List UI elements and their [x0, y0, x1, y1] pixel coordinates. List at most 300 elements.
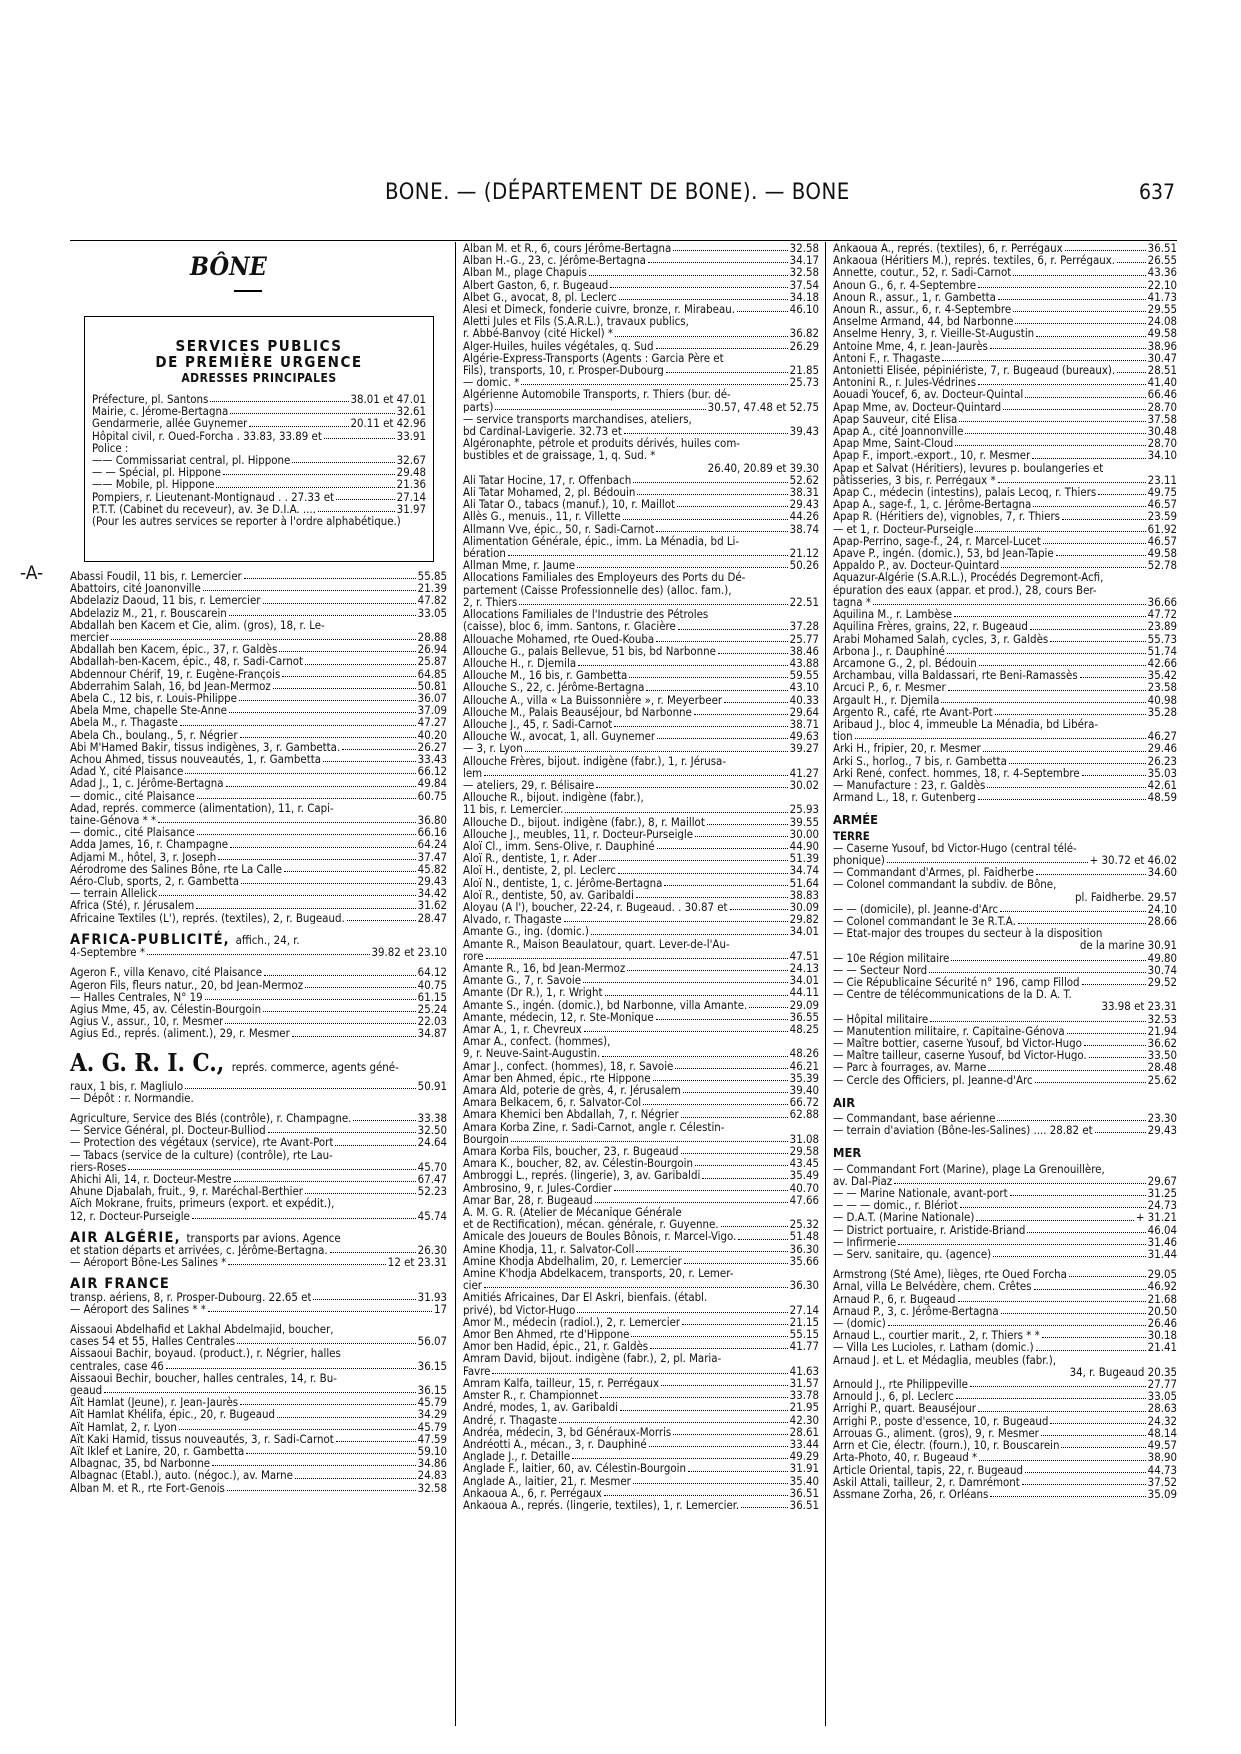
entry-name: — domic., cité Plaisance [70, 789, 195, 802]
directory-entry [70, 570, 447, 582]
directory-entry [833, 657, 1177, 669]
directory-entry [463, 986, 819, 998]
directory-entry [463, 901, 819, 913]
entry-line: Aissaoui Bachir, boyaud. (product.), r. Négrier, halles [70, 1346, 341, 1361]
leader-dots [1061, 1447, 1145, 1448]
entry-name: Arki S., horlog., 7 bis, r. Gambetta [833, 754, 1007, 767]
directory-entry [70, 1396, 447, 1408]
entry-phone: 28.70 [1147, 436, 1177, 451]
entry-name: Anglade A., laitier, 21, r. Mesmer [463, 1474, 631, 1487]
directory-entry [833, 1293, 1177, 1305]
service-name: Pompiers, r. Lieutenant-Montignaud . . 27.33 et [92, 490, 335, 503]
entry-phone: 59.10 [417, 1444, 447, 1458]
directory-entry [463, 279, 819, 291]
entry-line: Apap et Salvat (Héritiers), levures p. boulangeries et [833, 460, 1104, 475]
leader-dots [888, 1325, 1146, 1326]
box-heading-3: ADRESSES PRINCIPALES [181, 371, 337, 385]
entry-phone: 31.62 [417, 898, 447, 913]
entry-phone: 34.18 [789, 289, 819, 304]
entry-name: Abdennour Chérif, 19, r. Eugène-François [70, 667, 281, 680]
leader-dots [591, 934, 788, 935]
directory-entry [833, 767, 1177, 779]
entry-phone: 29.43 [1147, 1123, 1177, 1138]
entry-continuation: pl. Faidherbe. 29.57 [1074, 889, 1177, 904]
entry-phone: 51.74 [1147, 643, 1177, 658]
leader-dots [525, 751, 788, 752]
entry-name: Amor Ben Ahmed, rte d'Hippone [463, 1328, 630, 1341]
entry-name: Arrn et Cie, électr. (fourn.), 10, r. Bouscarein [833, 1439, 1060, 1452]
directory-entry [463, 828, 819, 840]
directory-entry [833, 242, 1177, 254]
display-entry-name: AFRICA-PUBLICITÉ, [70, 931, 230, 948]
leader-dots [323, 761, 416, 762]
leader-dots [990, 348, 1146, 349]
display-entry-heading [70, 1047, 447, 1080]
entry-phone: 35.28 [1147, 704, 1177, 719]
entry-name: — Serv. sanitaire, qu. (agence) [833, 1248, 992, 1261]
entry-name: Apap A., sage-f., 1, c. Jérôme-Bertagna [833, 498, 1032, 511]
leader-dots [1089, 1057, 1146, 1058]
entry-name: Amara K., boucher, 82, av. Célestin-Bourgoin [463, 1157, 693, 1170]
leader-dots [656, 641, 787, 642]
leader-dots [615, 336, 788, 337]
leader-dots [979, 1460, 1146, 1461]
directory-entry [463, 1182, 819, 1194]
directory-entry [833, 964, 1177, 976]
entry-phone: 40.33 [789, 692, 819, 707]
leader-dots [1067, 1033, 1146, 1034]
leader-dots [610, 287, 787, 288]
entry-name: Abela C., 12 bis, r. Louis-Philippe [70, 692, 237, 705]
leader-dots [721, 1226, 788, 1227]
section-heading: ARMÉE [833, 813, 878, 829]
entry-phone: 26.23 [1147, 753, 1177, 768]
entry-phone: 45.74 [417, 1208, 447, 1223]
entry-name: — District portuaire, r. Aristide-Briand [833, 1223, 1026, 1236]
directory-entry [833, 388, 1177, 400]
leader-dots [978, 384, 1146, 385]
entry-name: Allmann Vve, épic., 50, r. Sadi-Carnot [463, 522, 655, 535]
leader-dots [1035, 1082, 1146, 1083]
entry-phone: 44.11 [789, 985, 819, 1000]
entry-phone: 30.74 [1147, 962, 1177, 977]
directory-entry [463, 1145, 819, 1157]
entry-phone: 62.88 [789, 1107, 819, 1122]
leader-dots [492, 1373, 787, 1374]
entry-phone: 66.12 [417, 764, 447, 779]
entry-phone: 38.31 [789, 485, 819, 500]
entry-name: Adad J., 1, c. Jérôme-Bertagna [70, 777, 224, 790]
entry-name: Arcamone G., 2, pl. Bédouin [833, 656, 977, 670]
directory-entry [463, 889, 819, 901]
leader-dots [226, 786, 416, 787]
entry-phone: 24.10 [1147, 901, 1177, 916]
service-entry [92, 478, 426, 490]
service-entry [92, 491, 426, 503]
entry-name: Allouche D., bijout. indigène (fabr.), 8, r. Maillot [463, 815, 705, 828]
directory-entry [833, 1049, 1177, 1061]
entry-phone: 22.51 [789, 594, 819, 609]
leader-dots [749, 1007, 787, 1008]
display-entry-name: AIR FRANCE [70, 1276, 170, 1293]
display-entry-desc: affich., 24, r. [235, 932, 300, 947]
entry-name: Amara Khemici ben Abdallah, 7, r. Négrier [463, 1108, 679, 1121]
leader-dots [604, 1495, 788, 1496]
directory-entry [463, 1060, 819, 1072]
leader-dots [564, 921, 788, 922]
directory-entry [833, 1317, 1177, 1329]
entry-name: Amante, médecin, 12, r. Ste-Monique [463, 1010, 654, 1023]
leader-dots [657, 738, 788, 739]
entry-phone: 31.57 [789, 1375, 819, 1390]
leader-dots [683, 1092, 788, 1093]
entry-name: Anselme Armand, 44, bd Narbonne [833, 315, 1014, 328]
leader-dots [596, 787, 788, 788]
entry-phone: 30.00 [789, 826, 819, 841]
entry-name: Allouche J., meubles, 11, r. Docteur-Purseigle [463, 827, 694, 840]
entry-name: Abela Mme, chapelle Ste-Anne [70, 704, 227, 717]
entry-phone: 35.49 [789, 1168, 819, 1183]
service-name: —— Commissariat central, pl. Hippone [92, 454, 291, 467]
directory-entry [463, 974, 819, 986]
spacer [70, 1104, 447, 1112]
directory-entry [833, 1175, 1177, 1187]
entry-phone: 46.57 [1147, 533, 1177, 548]
leader-dots [1036, 874, 1146, 875]
entry-name: André, r. Thagaste [463, 1413, 557, 1426]
directory-entry [70, 643, 447, 655]
leader-dots [205, 999, 416, 1000]
entry-name: Article Oriental, tapis, 22, r. Bugeaud [833, 1463, 1024, 1476]
entry-phone: 34.42 [417, 886, 447, 901]
entry-phone: 38.71 [789, 716, 819, 731]
column-3 [833, 242, 1177, 1500]
leader-dots [234, 1181, 416, 1182]
leader-dots [988, 1070, 1145, 1071]
entry-name: Arnaud L., courtier marit., 2, r. Thiers * * [833, 1329, 1040, 1342]
leader-dots [292, 1036, 416, 1037]
leader-dots [707, 824, 788, 825]
entry-name: (caisse), bloc 6, imm. Santons, r. Glacière [463, 620, 676, 633]
leader-dots [646, 690, 787, 691]
entry-phone: 35.66 [789, 1253, 819, 1268]
entry-line: Aissaoui Bechir, boucher, halles centrales, 14, r. Bu- [70, 1370, 337, 1385]
entry-name: mercier [70, 631, 110, 644]
directory-entry [463, 510, 819, 522]
directory-entry [70, 594, 447, 606]
service-name: Gendarmerie, allée Guynemer [92, 417, 248, 430]
directory-entry [833, 413, 1177, 425]
leader-dots [1034, 1289, 1146, 1290]
leader-dots [741, 1507, 788, 1508]
directory-entry [833, 1488, 1177, 1500]
leader-dots [648, 262, 788, 263]
entry-phone: 36.15 [417, 1382, 447, 1397]
directory-entry [70, 1433, 447, 1445]
leader-dots [948, 690, 1146, 691]
leader-dots [673, 250, 787, 251]
entry-name: Amster R., r. Championnet [463, 1389, 599, 1402]
entry-phone: 34.10 [1147, 448, 1177, 463]
directory-entry [833, 1112, 1177, 1124]
directory-entry [463, 1487, 819, 1499]
directory-entry [70, 741, 447, 753]
entry-name: 11 bis, r. Lemercier. [463, 803, 564, 816]
entry-name: Albert Gaston, 6, r. Bugeaud [463, 278, 609, 291]
directory-entry [463, 645, 819, 657]
column-1 [70, 570, 447, 1494]
service-entry [92, 393, 426, 405]
entry-name: Abdelaziz Daoud, 11 bis, r. Lemercier [70, 594, 261, 607]
directory-entry [833, 854, 1177, 866]
leader-dots [942, 360, 1145, 361]
entry-name: Arnould J., 6, pl. Leclerc [833, 1390, 954, 1403]
entry-name: Abela M., r. Thagaste [70, 716, 178, 729]
entry-name: Aït Hamlat, 2, r. Lyon [70, 1420, 177, 1433]
leader-dots [263, 1011, 416, 1012]
entry-phone: 25.73 [789, 375, 819, 390]
directory-entry [70, 1124, 447, 1136]
entry-name: Alban H.-G., 23, c. Jérôme-Bertagna [463, 254, 646, 267]
entry-name: Aït Hamlat (Jeune), r. Jean-Jaurès [70, 1396, 239, 1409]
leader-dots [330, 1252, 416, 1253]
leader-dots [695, 836, 788, 837]
service-phone: 32.67 [396, 453, 426, 468]
entry-name: Arbona J., r. Dauphiné [833, 644, 945, 657]
entry-name: Allouche M., Palais Beauséjour, bd Narbonne [463, 705, 692, 718]
entry-name: Bourgoin [463, 1132, 509, 1146]
leader-dots [898, 1244, 1146, 1245]
leader-dots [318, 511, 395, 512]
entry-name: Allouache Mohamed, rte Oued-Kouba [463, 632, 655, 645]
entry-line: Allocations Familiales des Employeurs des Ports du Dé- [463, 570, 746, 585]
directory-entry [833, 340, 1177, 352]
directory-entry [833, 254, 1177, 266]
entry-name: Apap F., import.-export., 10, r. Mesmer [833, 449, 1031, 462]
service-name: Hôpital civil, r. Oued-Forcha . 33.83, 33.89 et [92, 429, 322, 442]
leader-dots [1009, 763, 1146, 764]
leader-dots [263, 603, 416, 604]
leader-dots [484, 775, 788, 776]
entry-phone: 56.07 [417, 1334, 447, 1349]
entry-name: Arta-Photo, 40, r. Bugeaud * [833, 1451, 978, 1464]
page-header [385, 180, 1175, 214]
leader-dots [589, 275, 788, 276]
entry-phone: 28.48 [1147, 1060, 1177, 1075]
directory-entry [833, 952, 1177, 964]
entry-phone: 30.48 [1147, 424, 1177, 439]
entry-phone: 39.55 [789, 814, 819, 829]
directory-entry [70, 1173, 447, 1185]
directory-entry [463, 266, 819, 278]
entry-name: Adjami M., hôtel, 3, r. Joseph [70, 850, 217, 863]
service-entry [92, 430, 426, 442]
leader-dots [993, 1256, 1146, 1257]
leader-dots [273, 688, 416, 689]
entry-name: Armstrong (Sté Ame), lièges, rte Oued Forcha [833, 1268, 1067, 1281]
leader-dots [240, 737, 416, 738]
leader-dots [292, 462, 394, 463]
directory-entry [833, 1074, 1177, 1086]
leader-dots [1065, 250, 1146, 251]
entry-line: Allouche Frères, bijout. indigène (fabr.), 1, r. Jérusa- [463, 753, 727, 768]
leader-dots [1001, 1313, 1146, 1314]
directory-entry [833, 266, 1177, 278]
leader-dots [695, 1165, 788, 1166]
directory-entry [833, 1402, 1177, 1414]
entry-name: Antonini R., r. Jules-Védrines [833, 376, 977, 389]
directory-entry [70, 765, 447, 777]
entry-phone: 24.64 [417, 1135, 447, 1150]
entry-phone: 36.80 [417, 813, 447, 828]
entry-name: — D.A.T. (Marine Nationale) [833, 1211, 975, 1224]
entry-phone: 48.25 [789, 1022, 819, 1036]
spacer [70, 958, 447, 966]
entry-name: riers-Roses [70, 1160, 127, 1173]
leader-dots [623, 519, 788, 520]
leader-dots [1082, 984, 1146, 985]
entry-name: centrales, case 46 [70, 1359, 164, 1372]
directory-entry [463, 547, 819, 559]
entry-phone: 43.45 [789, 1156, 819, 1171]
leader-dots [295, 1478, 416, 1479]
leader-dots [956, 1398, 1146, 1399]
entry-phone: 33.50 [1147, 1048, 1177, 1063]
entry-name: lem [463, 766, 483, 779]
directory-entry [833, 669, 1177, 681]
column-2 [463, 242, 819, 1511]
directory-entry [463, 742, 819, 754]
directory-entry [833, 523, 1177, 535]
directory-entry [463, 694, 819, 706]
directory-entry [833, 474, 1177, 486]
entry-name: Antoni F., r. Thagaste [833, 351, 941, 365]
header-rule [70, 240, 1177, 241]
directory-entry [833, 486, 1177, 498]
entry-name: Allouche J., 45, r. Sadi-Carnot [463, 717, 613, 731]
directory-entry [833, 1037, 1177, 1049]
entry-phone: 31.08 [789, 1131, 819, 1146]
entry-phone: 46.57 [1147, 497, 1177, 512]
entry-name: Annette, coutur., 52, r. Sadi-Carnot [833, 266, 1012, 279]
entry-name: Amante S., ingén. (domic.), bd Narbonne, villa Amante. [463, 998, 748, 1011]
directory-entry [463, 1023, 819, 1035]
entry-phone: 28.70 [1147, 399, 1177, 414]
leader-dots [675, 1068, 787, 1069]
leader-dots [678, 629, 788, 630]
directory-entry [833, 1390, 1177, 1402]
leader-dots [336, 499, 395, 500]
directory-entry [463, 498, 819, 510]
directory-entry [463, 779, 819, 791]
leader-dots [565, 812, 787, 813]
leader-dots [599, 860, 788, 861]
leader-dots [1043, 543, 1146, 544]
leader-dots [1015, 323, 1145, 324]
leader-dots [1062, 519, 1146, 520]
leader-dots [894, 1183, 1146, 1184]
directory-entry [833, 291, 1177, 303]
entry-phone: 42.30 [789, 1412, 819, 1427]
entry-phone: 29.58 [789, 1144, 819, 1159]
entry-phone: 67.47 [417, 1171, 447, 1186]
running-title: BONE. — (DÉPARTEMENT DE BONE). — BONE [385, 180, 850, 205]
entry-phone: 48.26 [789, 1046, 819, 1061]
entry-name: et de Rectification), mécan. générale, r. Guyenne. [463, 1218, 719, 1231]
directory-entry [463, 999, 819, 1011]
entry-name: Ageron F., villa Kenavo, cité Plaisance [70, 966, 263, 979]
entry-phone: 36.82 [789, 326, 819, 341]
entry-name: Africa (Sté), r. Jérusalem [70, 899, 195, 912]
entry-phone: 47.72 [1147, 607, 1177, 622]
leader-dots [998, 482, 1146, 483]
entry-phone: 47.66 [789, 1192, 819, 1207]
service-phone: 31.97 [396, 501, 426, 516]
entry-name: parts) [463, 400, 494, 413]
display-entry-desc: transports par avions. Agence [186, 1230, 341, 1245]
directory-entry [70, 1457, 447, 1469]
entry-phone: 30.57, 47.48 et 52.75 [707, 399, 819, 414]
service-phone: 38.01 et 47.01 [350, 392, 426, 406]
directory-entry [833, 498, 1177, 510]
directory-entry [833, 755, 1177, 767]
entry-name: — — — domic., r. Blériot [833, 1199, 958, 1212]
entry-phone: 32.58 [789, 265, 819, 280]
directory-entry [463, 718, 819, 730]
entry-phone: 51.48 [789, 1229, 819, 1244]
leader-dots [521, 384, 787, 385]
entry-phone: 25.24 [417, 1001, 447, 1016]
services-box [84, 316, 434, 562]
leader-dots [158, 822, 416, 823]
directory-entry [463, 254, 819, 266]
leader-dots [486, 958, 788, 959]
service-name: Police : [92, 441, 129, 455]
entry-phone: 21.95 [789, 1400, 819, 1415]
leader-dots [229, 615, 416, 616]
directory-entry [70, 1291, 447, 1303]
entry-phone: 49.63 [789, 729, 819, 744]
entry-phone: 51.64 [789, 875, 819, 890]
directory-entry [833, 1013, 1177, 1025]
entry-name: — Manutention militaire, r. Capitaine-Génova [833, 1024, 1065, 1037]
entry-phone: 31.93 [417, 1289, 447, 1304]
leader-dots [180, 725, 416, 726]
column-divider-left [455, 242, 456, 1726]
directory-entry [833, 376, 1177, 388]
entry-name: Abdelaziz M., 21, r. Bouscarein [70, 606, 227, 619]
entry-name: Agius Ed., représ. (aliment.), 29, r. Mesmer [70, 1027, 290, 1040]
directory-entry [70, 680, 447, 692]
entry-name: Arcuci P., 6, r. Mesmer [833, 681, 946, 694]
directory-entry [463, 1365, 819, 1377]
entry-phone: 38.96 [1147, 338, 1177, 353]
entry-phone: 29.64 [789, 704, 819, 719]
leader-dots [1000, 911, 1146, 912]
entry-name: Aloï Cl., imm. Sens-Olive, r. Dauphiné [463, 839, 655, 853]
leader-dots [228, 1264, 385, 1265]
leader-dots [629, 677, 787, 678]
directory-entry [70, 753, 447, 765]
leader-dots [600, 1397, 788, 1398]
entry-name: Ali Tatar Mohamed, 2, pl. Bédouin [463, 486, 636, 499]
entry-name: Ankaoua A., représ. (lingerie, textiles), 1, r. Lemercier. [463, 1498, 740, 1512]
entry-phone: 33.05 [1147, 1389, 1177, 1404]
entry-name: 9, r. Neuve-Saint-Augustin. [463, 1047, 601, 1060]
entry-name: Arrighi P., quart. Beauséjour [833, 1402, 976, 1415]
leader-dots [619, 299, 788, 300]
leader-dots [724, 702, 788, 703]
